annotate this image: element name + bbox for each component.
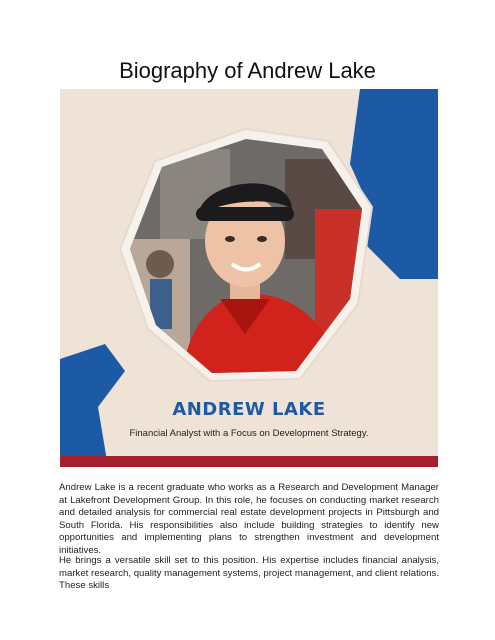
profile-banner — [60, 89, 438, 467]
bio-paragraph-1: Andrew Lake is a recent graduate who works as a Research and Development Manager at Lakefront Development Group. In this role, he focuses on conducting market research and detailed analysis for commercial real estate development projects in Pittsburgh and South Florida. His responsibilities also include building strategies to identify new opportunities and implementing plans to strengthen investment and development initiatives. — [59, 482, 439, 556]
profile-tagline: Financial Analyst with a Focus on Development Strategy. — [129, 428, 369, 439]
red-accent-bar — [60, 456, 438, 467]
bio-paragraph-2: He brings a versatile skill set to this position. His expertise includes financial analysis, market research, quality management systems, project management, and client relations. These skills — [59, 555, 439, 592]
profile-name: ANDREW LAKE — [172, 399, 326, 420]
page-title: Biography of Andrew Lake — [119, 58, 376, 83]
